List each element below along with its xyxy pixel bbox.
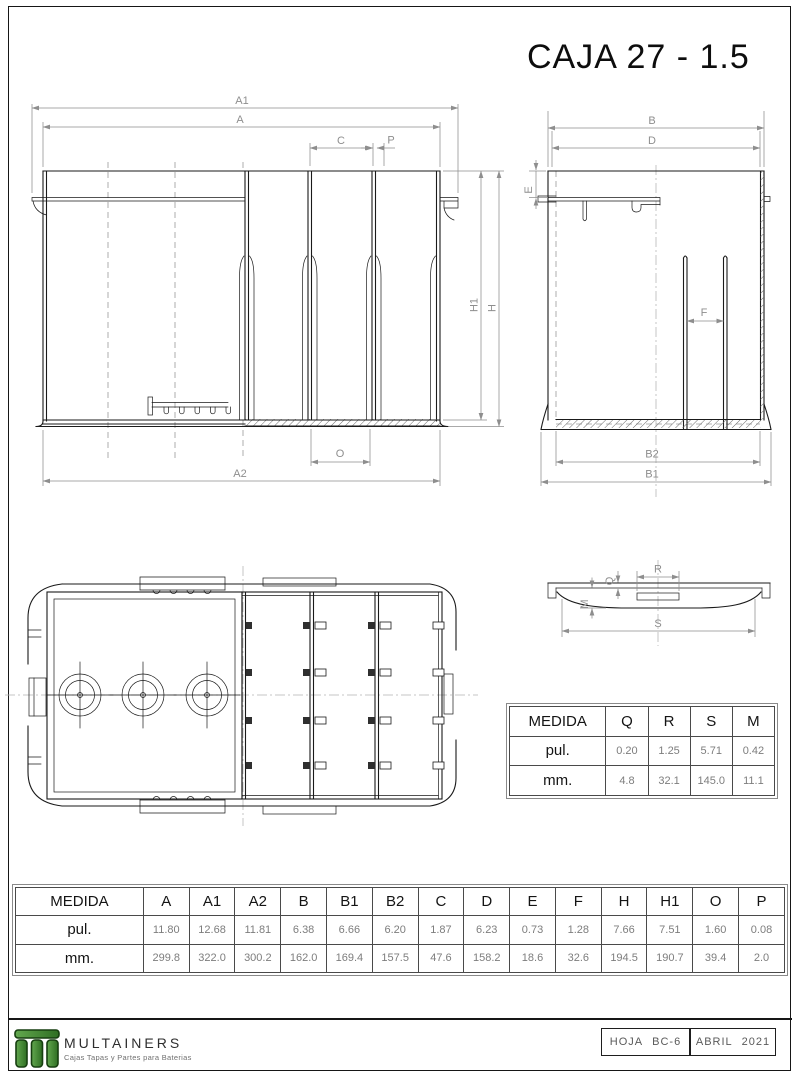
value-cell: 194.5 <box>601 944 647 972</box>
header-cell: P <box>739 888 785 916</box>
vent-hole <box>174 662 240 728</box>
header-cell: O <box>693 888 739 916</box>
vent-hole <box>47 662 113 728</box>
dim-label-f: F <box>700 307 708 319</box>
value-cell: 157.5 <box>372 944 418 972</box>
header-cell: F <box>555 888 601 916</box>
dim-label-p: P <box>387 134 395 147</box>
value-cell: 11.1 <box>732 766 774 796</box>
header-cell: C <box>418 888 464 916</box>
value-cell: 32.1 <box>648 766 690 796</box>
dim-label-a: A <box>236 114 244 126</box>
inches-row <box>16 916 785 944</box>
millimeters-row <box>510 766 775 796</box>
value-cell: 5.71 <box>690 736 732 766</box>
header-cell: H1 <box>647 888 693 916</box>
table-header-row <box>510 707 775 737</box>
dim-label-h1: H1 <box>468 297 481 313</box>
header-cell: B1 <box>327 888 373 916</box>
row-label: mm. <box>510 766 606 796</box>
footer-divider <box>8 1018 792 1020</box>
value-cell: 169.4 <box>327 944 373 972</box>
value-cell: 190.7 <box>647 944 693 972</box>
date-month: ABRIL <box>695 1036 733 1048</box>
dim-label-e: E <box>523 186 535 194</box>
value-cell: 0.08 <box>739 916 785 944</box>
value-cell: 1.28 <box>555 916 601 944</box>
inches-row <box>510 736 775 766</box>
value-cell: 6.38 <box>281 916 327 944</box>
value-cell: 1.25 <box>648 736 690 766</box>
clip-marks <box>246 622 444 769</box>
value-cell: 300.2 <box>235 944 281 972</box>
header-cell: E <box>510 888 556 916</box>
header-cell: M <box>732 707 774 737</box>
top-view <box>5 566 478 826</box>
dimensions-table <box>12 884 788 976</box>
value-cell: 162.0 <box>281 944 327 972</box>
header-cell: Q <box>606 707 648 737</box>
value-cell: 6.20 <box>372 916 418 944</box>
value-cell: 1.87 <box>418 916 464 944</box>
value-cell: 0.20 <box>606 736 648 766</box>
header-cell: A1 <box>189 888 235 916</box>
value-cell: 4.8 <box>606 766 648 796</box>
value-cell: 0.42 <box>732 736 774 766</box>
sheet-label: HOJA <box>609 1036 644 1048</box>
header-cell: S <box>690 707 732 737</box>
value-cell: 7.51 <box>647 916 693 944</box>
value-cell: 39.4 <box>693 944 739 972</box>
value-cell: 158.2 <box>464 944 510 972</box>
dim-label-c: C <box>337 135 345 147</box>
sheet-number-box <box>601 1028 690 1056</box>
drawing-title: CAJA 27 - 1.5 <box>527 38 750 76</box>
value-cell: 11.81 <box>235 916 281 944</box>
dim-label-o: O <box>335 448 345 460</box>
header-cell: MEDIDA <box>16 888 144 916</box>
dim-label-b2: B2 <box>645 448 659 461</box>
value-cell: 47.6 <box>418 944 464 972</box>
dim-label-m: M <box>579 599 591 609</box>
value-cell: 18.6 <box>510 944 556 972</box>
row-label: mm. <box>16 944 144 972</box>
front-view <box>32 95 504 486</box>
dim-label-s: S <box>654 618 662 630</box>
value-cell: 1.60 <box>693 916 739 944</box>
value-cell: 2.0 <box>739 944 785 972</box>
brand-name: MULTAINERS <box>64 1035 183 1051</box>
header-cell: B <box>281 888 327 916</box>
row-label: pul. <box>510 736 606 766</box>
value-cell: 32.6 <box>555 944 601 972</box>
sheet-value: BC-6 <box>652 1036 682 1048</box>
millimeters-row <box>16 944 785 972</box>
value-cell: 11.80 <box>143 916 189 944</box>
header-cell: A2 <box>235 888 281 916</box>
dim-label-q: Q <box>604 576 616 586</box>
dim-label-b: B <box>648 115 656 127</box>
value-cell: 6.23 <box>464 916 510 944</box>
header-cell: MEDIDA <box>510 707 606 737</box>
dim-label-a2: A2 <box>233 468 247 480</box>
dim-label-a1: A1 <box>235 95 249 107</box>
value-cell: 299.8 <box>143 944 189 972</box>
header-cell: A <box>143 888 189 916</box>
brand-tagline: Cajas Tapas y Partes para Baterias <box>64 1053 192 1062</box>
dim-label-b1: B1 <box>645 468 659 481</box>
value-cell: 0.73 <box>510 916 556 944</box>
section-view <box>548 560 770 646</box>
dim-label-h: H <box>486 304 499 312</box>
value-cell: 6.66 <box>327 916 373 944</box>
header-cell: B2 <box>372 888 418 916</box>
header-cell: H <box>601 888 647 916</box>
value-cell: 7.66 <box>601 916 647 944</box>
value-cell: 12.68 <box>189 916 235 944</box>
side-view <box>523 111 771 497</box>
header-cell: D <box>464 888 510 916</box>
value-cell: 322.0 <box>189 944 235 972</box>
value-cell: 145.0 <box>690 766 732 796</box>
date-box <box>690 1028 776 1056</box>
qrsm-table <box>506 703 778 799</box>
dim-label-d: D <box>648 135 656 147</box>
vent-hole <box>110 662 176 728</box>
dim-label-r: R <box>654 563 662 576</box>
date-year: 2021 <box>741 1036 771 1048</box>
table-header-row <box>16 888 785 916</box>
row-label: pul. <box>16 916 144 944</box>
header-cell: R <box>648 707 690 737</box>
multainers-battery-logo-icon <box>14 1029 60 1074</box>
